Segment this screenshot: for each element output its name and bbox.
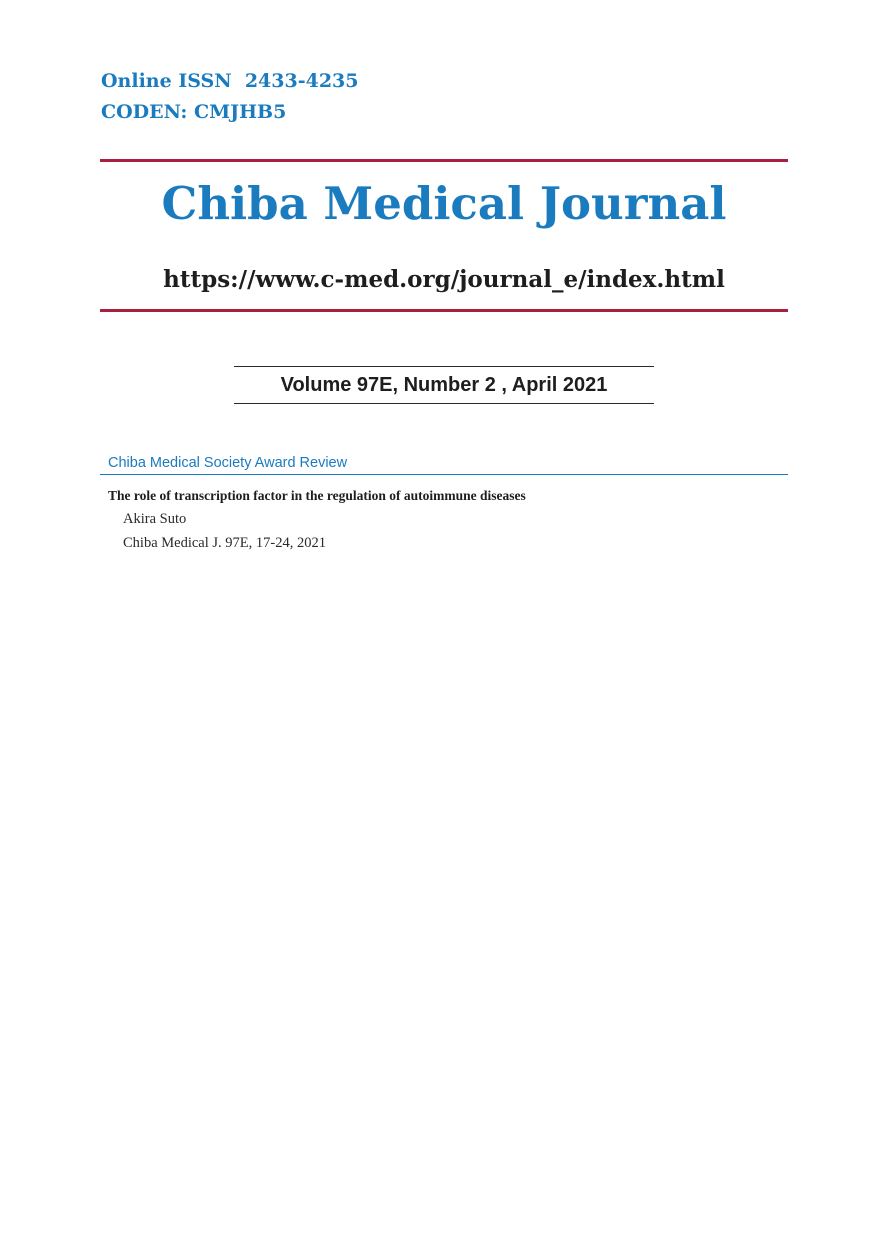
masthead-bottom-rule	[100, 309, 788, 312]
article-entry	[108, 486, 788, 555]
article-title-link[interactable]: The role of transcription factor in the regulation of autoimmune diseases	[108, 488, 526, 503]
journal-url: https://www.c-med.org/journal_e/index.html	[163, 266, 725, 293]
online-issn: Online ISSN 2433-4235	[101, 70, 359, 92]
journal-identifiers	[101, 66, 358, 128]
issue-label: Volume 97E, Number 2 , April 2021	[280, 373, 608, 396]
journal-title: Chiba Medical Journal	[161, 177, 727, 230]
section-heading: Chiba Medical Society Award Review	[108, 455, 348, 471]
coden: CODEN: CMJHB5	[101, 101, 287, 123]
masthead-top-rule	[100, 159, 788, 162]
issue-banner	[234, 366, 654, 404]
article-author: Akira Suto	[123, 511, 187, 527]
article-citation: Chiba Medical J. 97E, 17-24, 2021	[123, 535, 326, 551]
section-header	[100, 452, 788, 475]
